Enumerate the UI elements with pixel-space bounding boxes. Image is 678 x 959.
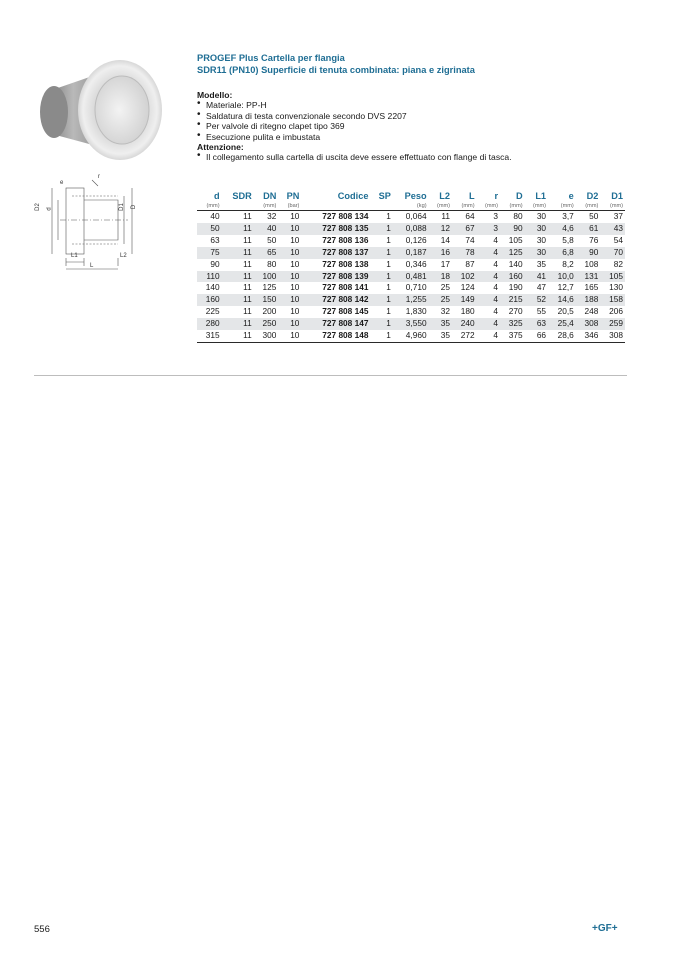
- table-cell: 80: [513, 211, 523, 221]
- table-cell: 11: [222, 294, 254, 306]
- article-code-cell: 727 808 134: [322, 211, 369, 221]
- table-cell: 0,064: [405, 211, 427, 221]
- table-row: [197, 306, 625, 318]
- table-cell: 4: [477, 294, 500, 306]
- table-cell: 150: [254, 294, 279, 306]
- table-row: [197, 330, 625, 342]
- table-cell: 10: [278, 223, 301, 235]
- table-cell: 215: [500, 294, 525, 306]
- column-header: L: [468, 191, 475, 201]
- table-cell: 32: [440, 306, 451, 317]
- table-cell: 74: [465, 234, 475, 245]
- table-cell: 105: [600, 271, 625, 283]
- table-cell: 64: [465, 211, 475, 221]
- table-cell: 78: [452, 247, 477, 259]
- table-cell: 52: [525, 294, 548, 306]
- table-cell: 82: [613, 258, 623, 269]
- table-cell: 30: [525, 247, 548, 259]
- model-list: [197, 100, 627, 142]
- table-cell: 18: [429, 271, 452, 283]
- product-photo: [34, 52, 162, 164]
- column-unit: (mm): [600, 202, 625, 211]
- description: [197, 90, 627, 163]
- table-cell: 0,710: [405, 282, 427, 293]
- table-cell: 10: [290, 306, 300, 317]
- model-item: • Per valvole di ritegno clapet tipo 369: [197, 121, 627, 131]
- table-cell: 67: [452, 223, 477, 235]
- column-unit: (mm): [452, 202, 477, 211]
- table-row: [197, 318, 625, 330]
- table-cell: 10: [278, 330, 301, 342]
- column-unit: (bar): [278, 202, 301, 211]
- table-cell: 375: [500, 330, 525, 342]
- column-header: SP: [378, 191, 391, 201]
- table-cell: 10: [290, 282, 300, 293]
- page-subtitle: SDR11 (PN10) Superficie di tenuta combinata: piana e zigrinata: [197, 64, 475, 75]
- table-cell: 63: [525, 318, 548, 330]
- table-cell: 11: [243, 306, 252, 317]
- drawing-label-r: r: [98, 174, 100, 180]
- table-cell: 3: [477, 223, 500, 235]
- column-unit: [301, 202, 370, 211]
- table-cell: 1: [370, 223, 392, 235]
- table-cell: 280: [197, 318, 222, 330]
- column-header: r: [494, 191, 499, 201]
- table-cell: 160: [500, 271, 525, 283]
- table-cell: 47: [536, 282, 547, 293]
- column-header: L1: [535, 191, 547, 201]
- column-unit: (mm): [576, 202, 601, 211]
- column-header: D2: [586, 191, 599, 201]
- table-cell: 308: [576, 318, 601, 330]
- table-cell: 10: [278, 294, 301, 306]
- table-cell: 240: [452, 318, 477, 330]
- table-cell: 125: [262, 282, 277, 293]
- table-cell: 10: [278, 247, 301, 259]
- drawing-label-e: e: [60, 180, 64, 186]
- table-cell: 4: [493, 306, 499, 317]
- table-cell: 20,5: [557, 306, 574, 317]
- table-cell: 10: [290, 211, 300, 221]
- table-cell: 55: [536, 306, 547, 317]
- table-cell: 14,6: [548, 294, 576, 306]
- table-cell: 35: [429, 330, 452, 342]
- model-item: • Materiale: PP-H: [197, 100, 627, 110]
- table-cell: 1: [370, 247, 392, 259]
- table-cell: 11: [222, 247, 254, 259]
- table-cell: 43: [600, 223, 625, 235]
- table-units-row: [197, 202, 625, 211]
- column-unit: (mm): [429, 202, 452, 211]
- table-cell: 4: [477, 318, 500, 330]
- table-cell: 12,7: [557, 282, 574, 293]
- table-cell: 90: [210, 258, 220, 269]
- column-unit: (kg): [393, 202, 429, 211]
- table-cell: 50: [589, 211, 599, 221]
- table-cell: 50: [197, 223, 222, 235]
- table-cell: 108: [584, 258, 599, 269]
- article-code-cell: 727 808 135: [301, 223, 370, 235]
- table-body: [197, 211, 625, 343]
- table-cell: 10: [278, 318, 301, 330]
- dimensions-table: [197, 190, 625, 343]
- table-cell: 11: [243, 211, 252, 221]
- table-cell: 165: [584, 282, 599, 293]
- table-cell: 102: [452, 271, 477, 283]
- table-cell: 12: [429, 223, 452, 235]
- table-cell: 206: [609, 306, 623, 317]
- drawing-label-d1: D1: [118, 203, 125, 211]
- column-header: Peso: [404, 191, 427, 201]
- table-cell: 0,481: [393, 271, 429, 283]
- table-row: [197, 235, 625, 247]
- table-cell: 41: [525, 271, 548, 283]
- table-cell: 270: [508, 306, 523, 317]
- table-cell: 1: [370, 271, 392, 283]
- table-cell: 300: [254, 330, 279, 342]
- table-cell: 30: [525, 223, 548, 235]
- table-cell: 0,187: [393, 247, 429, 259]
- table-cell: 54: [613, 234, 623, 245]
- column-unit: (mm): [525, 202, 548, 211]
- column-header: PN: [286, 191, 300, 201]
- column-header: L2: [439, 191, 451, 201]
- table-cell: 90: [500, 223, 525, 235]
- table-cell: 32: [267, 211, 277, 221]
- table-cell: 1: [370, 318, 392, 330]
- table-cell: 1: [386, 282, 391, 293]
- table-row: [197, 271, 625, 283]
- table-cell: 259: [600, 318, 625, 330]
- table-cell: 248: [584, 306, 599, 317]
- table-cell: 200: [262, 306, 277, 317]
- table-cell: 110: [197, 271, 222, 283]
- table-cell: 272: [452, 330, 477, 342]
- table-cell: 11: [222, 223, 254, 235]
- table-cell: 25: [429, 294, 452, 306]
- column-unit: (mm): [548, 202, 576, 211]
- table-cell: 17: [440, 258, 451, 269]
- table-cell: 4: [477, 330, 500, 342]
- column-unit: (mm): [477, 202, 500, 211]
- table-cell: 80: [267, 258, 277, 269]
- drawing-label-l: L: [90, 263, 94, 269]
- drawing-label-dbig: D: [131, 204, 138, 210]
- table-cell: 1: [386, 306, 391, 317]
- brand-logo: +GF+: [592, 923, 618, 934]
- table-cell: 61: [576, 223, 601, 235]
- article-code-cell: 727 808 136: [322, 234, 369, 245]
- table-cell: 10: [290, 234, 300, 245]
- table-cell: 149: [452, 294, 477, 306]
- article-code-cell: 727 808 147: [301, 318, 370, 330]
- table-cell: 4: [493, 234, 499, 245]
- table-cell: 250: [254, 318, 279, 330]
- table-cell: 40: [254, 223, 279, 235]
- table-cell: 11: [441, 211, 451, 221]
- column-header: SDR: [232, 191, 252, 201]
- table-cell: 105: [508, 234, 523, 245]
- model-label: Modello:: [197, 90, 233, 100]
- column-unit: (mm): [197, 202, 222, 211]
- table-cell: 35: [536, 258, 547, 269]
- article-code-cell: 727 808 138: [322, 258, 369, 269]
- table-cell: 25,4: [548, 318, 576, 330]
- column-unit: (mm): [500, 202, 525, 211]
- table-cell: 30: [536, 211, 547, 221]
- table-cell: 188: [576, 294, 601, 306]
- section-divider: [34, 375, 627, 376]
- table-cell: 1: [386, 211, 391, 221]
- article-code-cell: 727 808 148: [301, 330, 370, 342]
- article-code-cell: 727 808 141: [322, 282, 369, 293]
- attention-list: [197, 152, 627, 162]
- table-cell: 180: [460, 306, 475, 317]
- table-cell: 3: [493, 211, 499, 221]
- table-cell: 1: [370, 330, 392, 342]
- drawing-label-d: d: [46, 207, 53, 211]
- table-cell: 346: [576, 330, 601, 342]
- table-cell: 0,126: [405, 234, 427, 245]
- table-cell: 10: [290, 258, 300, 269]
- table-cell: 4: [493, 282, 499, 293]
- table-cell: 1: [386, 234, 391, 245]
- column-header: D: [515, 191, 523, 201]
- page-title: PROGEF Plus Cartella per flangia: [197, 53, 345, 63]
- table-cell: 1,255: [393, 294, 429, 306]
- table-cell: 1: [386, 258, 391, 269]
- table-cell: 10,0: [548, 271, 576, 283]
- table-cell: 75: [197, 247, 222, 259]
- column-header: D1: [611, 191, 623, 201]
- table-cell: 25: [440, 282, 451, 293]
- table-cell: 66: [525, 330, 548, 342]
- table-cell: 308: [600, 330, 625, 342]
- drawing-label-l1: L1: [71, 253, 78, 259]
- table-cell: 11: [243, 234, 252, 245]
- table-cell: 14: [440, 234, 451, 245]
- table-cell: 3,550: [393, 318, 429, 330]
- table-cell: 70: [600, 247, 625, 259]
- table-cell: 140: [205, 282, 220, 293]
- table-cell: 90: [576, 247, 601, 259]
- table-row: [197, 259, 625, 271]
- table-cell: 11: [222, 318, 254, 330]
- product-heading: [197, 53, 475, 76]
- table-cell: 16: [429, 247, 452, 259]
- table-cell: 4: [477, 247, 500, 259]
- table-cell: 63: [210, 234, 220, 245]
- table-cell: 4: [477, 271, 500, 283]
- column-unit: [370, 202, 392, 211]
- table-cell: 325: [500, 318, 525, 330]
- drawing-label-l2: L2: [120, 253, 127, 259]
- table-cell: 160: [197, 294, 222, 306]
- table-row: [197, 211, 625, 223]
- table-cell: 87: [465, 258, 475, 269]
- table-cell: 190: [508, 282, 523, 293]
- table-cell: 11: [243, 282, 252, 293]
- table-cell: 35: [429, 318, 452, 330]
- table-cell: 28,6: [548, 330, 576, 342]
- table-cell: 225: [205, 306, 220, 317]
- table-cell: 5,8: [562, 234, 574, 245]
- table-cell: 65: [254, 247, 279, 259]
- table-cell: 40: [210, 211, 220, 221]
- drawing-label-d2: D2: [34, 203, 41, 211]
- table-row: [197, 223, 625, 235]
- table-header-row: [197, 190, 625, 202]
- table-row: [197, 294, 625, 306]
- table-cell: 315: [197, 330, 222, 342]
- page-number: 556: [34, 924, 50, 935]
- table-cell: 3,7: [562, 211, 574, 221]
- drawing-labels: [32, 170, 150, 272]
- article-code-cell: 727 808 145: [322, 306, 369, 317]
- table-cell: 140: [508, 258, 523, 269]
- article-code-cell: 727 808 142: [301, 294, 370, 306]
- table-cell: 37: [613, 211, 623, 221]
- table-cell: 11: [243, 258, 252, 269]
- table-cell: 0,346: [405, 258, 427, 269]
- table-cell: 158: [600, 294, 625, 306]
- table-cell: 0,088: [393, 223, 429, 235]
- table-cell: 11: [222, 271, 254, 283]
- table-cell: 125: [500, 247, 525, 259]
- table-cell: 4,6: [548, 223, 576, 235]
- table-cell: 124: [460, 282, 475, 293]
- column-unit: [222, 202, 254, 211]
- column-header: e: [568, 191, 574, 201]
- table-row: [197, 282, 625, 294]
- table-cell: 1: [370, 294, 392, 306]
- table-cell: 8,2: [562, 258, 574, 269]
- column-header: DN: [263, 191, 277, 201]
- table-cell: 4: [493, 258, 499, 269]
- table-cell: 76: [589, 234, 599, 245]
- table-cell: 30: [536, 234, 547, 245]
- table-cell: 4,960: [393, 330, 429, 342]
- table-cell: 130: [609, 282, 623, 293]
- attention-label: Attenzione:: [197, 142, 244, 153]
- table-cell: 6,8: [548, 247, 576, 259]
- model-item: • Saldatura di testa convenzionale secondo DVS 2207: [197, 111, 627, 121]
- table-cell: 131: [576, 271, 601, 283]
- table-cell: 1,830: [405, 306, 427, 317]
- article-code-cell: 727 808 139: [301, 271, 370, 283]
- attention-item: • Il collegamento sulla cartella di uscita deve essere effettuato con flange di tasca.: [197, 152, 627, 162]
- column-header: Codice: [337, 191, 369, 201]
- model-item: • Esecuzione pulita e imbustata: [197, 132, 627, 142]
- column-unit: (mm): [254, 202, 279, 211]
- table-row: [197, 247, 625, 259]
- article-code-cell: 727 808 137: [301, 247, 370, 259]
- table-cell: 100: [254, 271, 279, 283]
- table-cell: 50: [267, 234, 277, 245]
- table-cell: 11: [222, 330, 254, 342]
- table-cell: 10: [278, 271, 301, 283]
- column-header: d: [213, 191, 220, 201]
